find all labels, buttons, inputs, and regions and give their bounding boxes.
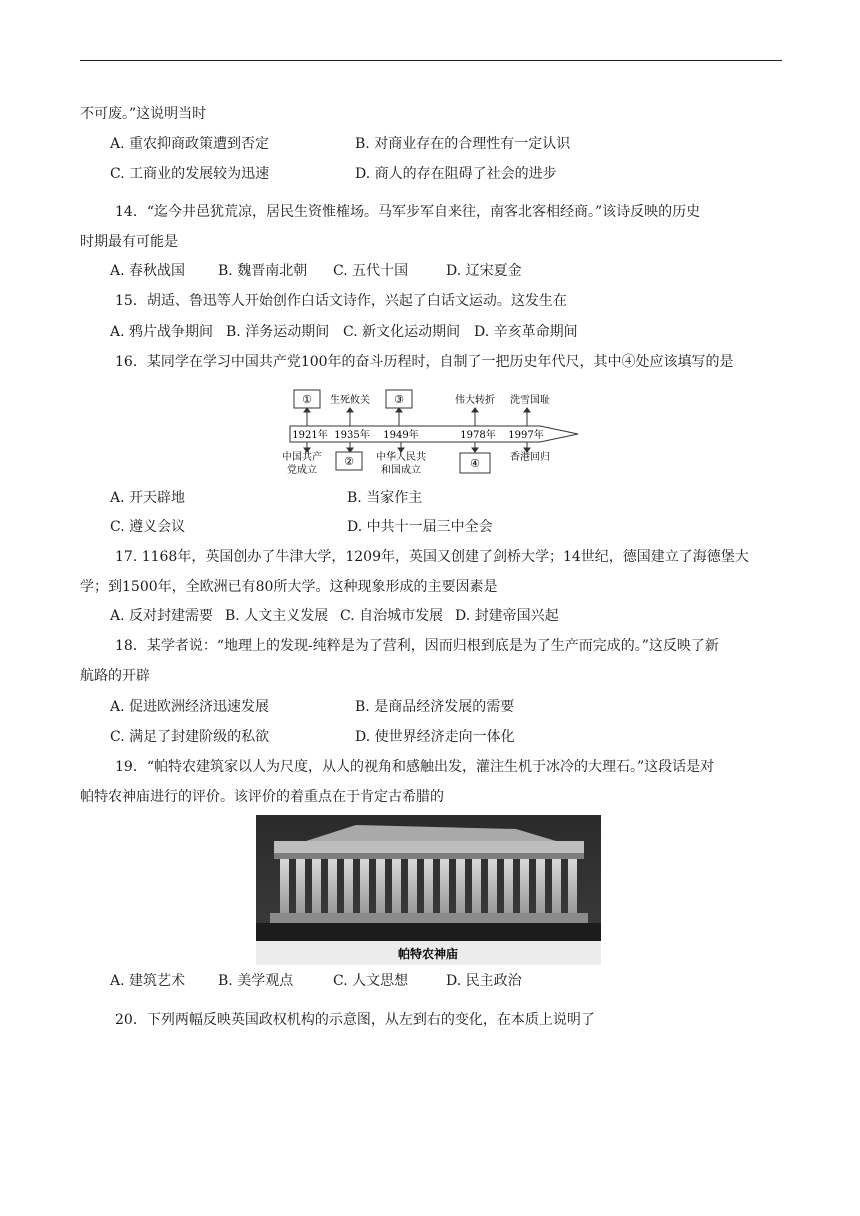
q18-option-d: D. 使世界经济走向一体化 <box>355 729 515 745</box>
q18-stem-line2: 航路的开辟 <box>80 668 150 684</box>
q18-option-c: C. 满足了封建阶级的私欲 <box>110 729 270 745</box>
q13-option-b: B. 对商业存在的合理性有一定认识 <box>355 136 571 152</box>
q14-option-b: B. 魏晋南北朝 <box>218 263 308 279</box>
q16-stem: 16．某同学在学习中国共产党100年的奋斗历程时，自制了一把历史年代尺，其中④处应该填写的是 <box>115 354 734 370</box>
timeline-box-1-label: ① <box>302 393 312 406</box>
timeline-label-xixue: 洗雪国耻 <box>510 395 550 406</box>
q19-stem-line2: 帕特农神庙进行的评价。该评价的着重点在于肯定古希腊的 <box>80 789 444 805</box>
q18-option-a: A. 促进欧洲经济迅速发展 <box>110 699 270 715</box>
q16-option-a: A. 开天辟地 <box>110 490 186 506</box>
q19-option-b: B. 美学观点 <box>218 973 294 989</box>
timeline-year-1935: 1935年 <box>334 430 370 441</box>
timeline-label-shengsi: 生死攸关 <box>330 395 370 406</box>
q16-option-b: B. 当家作主 <box>347 490 423 506</box>
q14-stem-line2: 时期最有可能是 <box>80 234 178 250</box>
q15-stem: 15．胡适、鲁迅等人开始创作白话文诗作，兴起了白话文运动。这发生在 <box>115 293 567 309</box>
q13-stem-tail: 不可废。”这说明当时 <box>80 106 207 122</box>
q17-option-c: C. 自治城市发展 <box>340 608 444 624</box>
q18-option-b: B. 是商品经济发展的需要 <box>355 699 515 715</box>
q13-option-d: D. 商人的存在阻碍了社会的进步 <box>355 166 557 182</box>
timeline-label-hongkong: 香港回归 <box>510 452 550 463</box>
q13-option-c: C. 工商业的发展较为迅速 <box>110 166 270 182</box>
timeline-box-2-label: ② <box>344 455 354 468</box>
q14-option-a: A. 春秋战国 <box>110 263 186 279</box>
q16-option-c: C. 遵义会议 <box>110 519 186 535</box>
timeline-label-prc-2: 和国成立 <box>381 465 421 476</box>
q17-stem-line2: 学；到1500年，全欧洲已有80所大学。这种现象形成的主要因素是 <box>80 579 498 595</box>
q19-stem-line1: 19．“帕特农建筑家以人为尺度，从人的视角和感触出发，灌注生机于冰冷的大理石。”这段话是对 <box>115 759 715 775</box>
timeline-label-zhonggong-1: 中国共产 <box>282 452 322 463</box>
q17-stem-line1: 17. 1168年，英国创办了牛津大学，1209年，英国又创建了剑桥大学；14世纪，德国建立了海德堡大 <box>115 549 749 565</box>
q13-option-a: A. 重农抑商政策遭到否定 <box>110 136 270 152</box>
q15-option-b: B. 洋务运动期间 <box>226 324 330 340</box>
history-timeline-ruler <box>282 386 582 478</box>
q17-option-d: D. 封建帝国兴起 <box>455 608 559 624</box>
q20-stem: 20．下列两幅反映英国政权机构的示意图，从左到右的变化，在本质上说明了 <box>115 1012 595 1028</box>
parthenon-photo <box>256 815 601 965</box>
q16-option-d: D. 中共十一届三中全会 <box>347 519 493 535</box>
timeline-box-3-label: ③ <box>394 393 404 406</box>
q14-stem-line1: 14．“迄今井邑犹荒凉，居民生资惟榷场。马军步军自来往，南客北客相经商。”该诗反映的历史 <box>115 204 701 220</box>
q17-option-b: B. 人文主义发展 <box>225 608 329 624</box>
timeline-year-1921: 1921年 <box>292 430 328 441</box>
q19-option-c: C. 人文思想 <box>333 973 409 989</box>
header-rule <box>80 60 782 61</box>
timeline-label-prc-1: 中华人民共 <box>376 452 426 463</box>
timeline-box-4-label: ④ <box>470 457 480 470</box>
q15-option-a: A. 鸦片战争期间 <box>110 324 214 340</box>
timeline-label-weida: 伟大转折 <box>455 395 495 406</box>
timeline-year-1949: 1949年 <box>383 430 419 441</box>
q17-option-a: A. 反对封建需要 <box>110 608 214 624</box>
q18-stem-line1: 18．某学者说：“地理上的发现-纯粹是为了营利，因而归根到底是为了生产而完成的。”这反映了新 <box>115 638 719 654</box>
parthenon-caption: 帕特农神庙 <box>397 947 459 961</box>
q14-option-c: C. 五代十国 <box>333 263 409 279</box>
q19-option-a: A. 建筑艺术 <box>110 973 186 989</box>
timeline-year-1978: 1978年 <box>460 430 496 441</box>
q15-option-d: D. 辛亥革命期间 <box>474 324 578 340</box>
timeline-label-zhonggong-2: 党成立 <box>287 465 317 476</box>
timeline-year-1997: 1997年 <box>508 430 544 441</box>
q19-option-d: D. 民主政治 <box>446 973 522 989</box>
q14-option-d: D. 辽宋夏金 <box>446 263 522 279</box>
q15-option-c: C. 新文化运动期间 <box>343 324 461 340</box>
